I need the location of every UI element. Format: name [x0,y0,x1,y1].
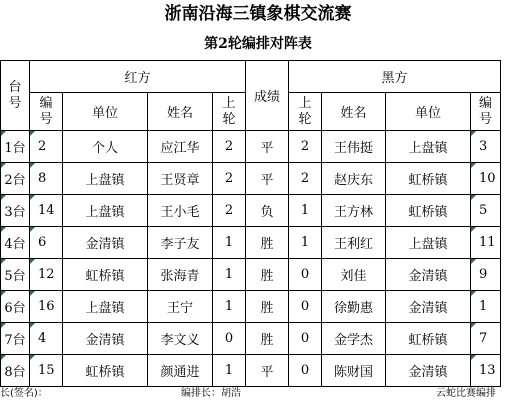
header-row-top [1,61,501,93]
cell-red-number [30,259,63,291]
cell-table-no-text: 2台 [4,173,26,188]
cell-red-prev-round-text: 2 [224,139,234,154]
cell-red-name [148,291,213,323]
table-row [1,291,501,323]
cell-black-name-text: 王方林 [333,205,373,220]
pairing-table [0,60,501,387]
cell-table-no [1,291,30,323]
cell-red-number-text: 6 [38,235,47,250]
cell-black-prev-round [289,259,322,291]
cell-red-number [30,323,63,355]
cell-result [246,227,289,259]
cell-red-number [30,163,63,195]
cell-red-name [148,163,213,195]
cell-black-unit-text: 虹桥镇 [408,173,448,188]
cell-table-no [1,323,30,355]
cell-red-unit [63,355,148,387]
cell-table-no-text: 7台 [4,333,26,348]
cell-result [246,195,289,227]
cell-result [246,259,289,291]
cell-red-prev-round [213,355,246,387]
header-black-name: 姓名 [322,93,386,131]
cell-black-unit-text: 金清镇 [408,301,448,316]
cell-marker-icon [1,227,6,232]
cell-black-unit [386,131,471,163]
cell-black-number [471,195,501,227]
cell-red-prev-round-text: 1 [224,267,234,282]
cell-red-number [30,291,63,323]
header-black-side: 黑方 [289,61,501,93]
cell-marker-icon [30,355,35,360]
cell-black-unit-text: 虹桥镇 [408,205,448,220]
cell-table-no [1,259,30,291]
cell-red-name-text: 王小毛 [160,205,200,220]
cell-black-unit-text: 上盘镇 [408,237,448,252]
cell-black-unit [386,163,471,195]
cell-red-name-text: 王贤章 [160,173,200,188]
cell-red-prev-round-text: 0 [224,331,234,346]
cell-marker-icon [1,163,6,168]
cell-table-no-text: 5台 [4,269,26,284]
cell-red-unit-text: 上盘镇 [85,205,125,220]
cell-marker-icon [471,131,476,136]
cell-red-unit [63,195,148,227]
cell-red-unit [63,131,148,163]
cell-black-name [322,291,386,323]
cell-red-unit [63,291,148,323]
cell-black-prev-round-text: 0 [300,267,310,282]
cell-red-prev-round [213,323,246,355]
cell-red-name-text: 李文义 [160,333,200,348]
cell-black-number-text: 10 [479,171,496,186]
footer-arbiter: 编排长：胡浩 [181,388,241,399]
cell-red-prev-round-text: 2 [224,203,234,218]
cell-table-no-text: 6台 [4,301,26,316]
header-red-side: 红方 [30,61,246,93]
cell-black-prev-round-text: 0 [300,363,310,378]
cell-black-number-text: 9 [479,267,488,282]
cell-result-text: 负 [260,205,274,220]
table-row [1,131,501,163]
cell-result-text: 胜 [260,301,274,316]
cell-black-unit [386,355,471,387]
cell-red-number-text: 8 [38,171,47,186]
cell-black-unit [386,259,471,291]
cell-black-prev-round [289,195,322,227]
cell-red-name [148,195,213,227]
cell-marker-icon [471,259,476,264]
cell-black-unit-text: 上盘镇 [408,141,448,156]
cell-black-number [471,323,501,355]
header-red-unit: 单位 [63,93,148,131]
table-row [1,259,501,291]
cell-red-prev-round [213,259,246,291]
footer-software: 云蛇比赛编排 [436,388,496,399]
cell-black-prev-round [289,291,322,323]
header-red-number: 编号 [30,93,63,131]
cell-red-name-text: 李子友 [160,237,200,252]
cell-black-unit-text: 虹桥镇 [408,333,448,348]
cell-black-unit [386,227,471,259]
cell-result [246,355,289,387]
cell-red-unit [63,323,148,355]
cell-black-prev-round-text: 1 [300,203,310,218]
cell-black-name-text: 刘佳 [340,269,367,284]
cell-marker-icon [1,131,6,136]
cell-table-no-text: 1台 [4,141,26,156]
table-row [1,195,501,227]
cell-result-text: 平 [260,173,274,188]
cell-red-name [148,259,213,291]
header-black-prev-round: 上轮 [289,93,322,131]
cell-red-prev-round [213,291,246,323]
cell-black-unit-text: 金清镇 [408,269,448,284]
cell-red-name [148,323,213,355]
cell-black-unit-text: 金清镇 [408,365,448,380]
cell-marker-icon [30,227,35,232]
cell-red-unit-text: 上盘镇 [85,301,125,316]
cell-black-unit [386,323,471,355]
cell-black-name [322,259,386,291]
header-result: 成绩 [246,61,289,131]
cell-marker-icon [471,355,476,360]
cell-result-text: 胜 [260,269,274,284]
cell-black-name-text: 徐勤惠 [333,301,373,316]
cell-black-name-text: 金学杰 [333,333,373,348]
cell-marker-icon [471,227,476,232]
cell-black-name-text: 王利红 [333,237,373,252]
cell-red-unit-text: 虹桥镇 [85,269,125,284]
cell-table-no-text: 3台 [4,205,26,220]
cell-black-number [471,131,501,163]
cell-black-number [471,355,501,387]
cell-marker-icon [1,323,6,328]
cell-red-unit-text: 金清镇 [85,333,125,348]
cell-red-name-text: 张海青 [160,269,200,284]
cell-table-no-text: 8台 [4,365,26,380]
cell-marker-icon [30,131,35,136]
cell-black-name-text: 王伟挺 [333,141,373,156]
cell-red-number [30,131,63,163]
header-table-no: 台号 [1,61,30,131]
cell-result [246,163,289,195]
cell-black-name [322,195,386,227]
cell-red-prev-round [213,227,246,259]
cell-black-prev-round [289,355,322,387]
header-red-name: 姓名 [148,93,213,131]
cell-black-number-text: 3 [479,139,488,154]
cell-table-no [1,227,30,259]
cell-red-number-text: 16 [38,299,55,314]
cell-red-name-text: 王宁 [166,301,193,316]
cell-black-name [322,323,386,355]
cell-result [246,291,289,323]
cell-black-prev-round-text: 2 [300,139,310,154]
cell-red-prev-round [213,131,246,163]
cell-black-number-text: 1 [479,299,488,314]
cell-result [246,323,289,355]
cell-black-number [471,259,501,291]
cell-red-number-text: 12 [38,267,55,282]
cell-black-name [322,131,386,163]
cell-red-number [30,227,63,259]
table-row [1,323,501,355]
cell-marker-icon [1,291,6,296]
cell-red-unit [63,259,148,291]
cell-red-number-text: 14 [38,203,55,218]
cell-table-no-text: 4台 [4,237,26,252]
footer-signature: 长(签名)： [0,388,48,399]
cell-black-number-text: 7 [479,331,488,346]
header-black-number: 编号 [471,93,501,131]
cell-marker-icon [30,291,35,296]
cell-table-no [1,355,30,387]
header-red-prev-round: 上轮 [213,93,246,131]
cell-red-name [148,355,213,387]
cell-marker-icon [1,355,6,360]
cell-marker-icon [471,323,476,328]
cell-red-prev-round-text: 1 [224,299,234,314]
header-black-unit: 单位 [386,93,471,131]
cell-black-prev-round-text: 0 [300,331,310,346]
cell-black-name-text: 陈财国 [333,365,373,380]
cell-black-prev-round-text: 2 [300,171,310,186]
cell-black-prev-round [289,131,322,163]
cell-black-number [471,227,501,259]
cell-marker-icon [30,323,35,328]
cell-marker-icon [471,163,476,168]
table-row [1,163,501,195]
page-title: 浙南沿海三镇象棋交流赛 [164,4,352,24]
cell-result-text: 平 [260,141,274,156]
cell-black-name [322,227,386,259]
cell-marker-icon [30,259,35,264]
cell-red-prev-round [213,195,246,227]
cell-black-prev-round-text: 0 [300,299,310,314]
cell-black-unit [386,195,471,227]
cell-result [246,131,289,163]
cell-black-name [322,163,386,195]
cell-black-prev-round-text: 1 [300,235,310,250]
cell-red-unit-text: 金清镇 [85,237,125,252]
cell-black-number-text: 11 [479,235,496,250]
cell-marker-icon [1,259,6,264]
cell-black-name-text: 赵庆东 [333,173,373,188]
cell-red-unit [63,227,148,259]
cell-red-unit [63,163,148,195]
cell-marker-icon [471,195,476,200]
cell-red-number [30,195,63,227]
cell-red-name [148,227,213,259]
cell-red-name-text: 颜通进 [160,365,200,380]
table-row [1,227,501,259]
cell-black-number-text: 5 [479,203,488,218]
cell-red-prev-round [213,163,246,195]
cell-black-prev-round [289,227,322,259]
cell-red-prev-round-text: 1 [224,235,234,250]
cell-black-number [471,163,501,195]
cell-black-prev-round [289,323,322,355]
cell-red-unit-text: 个人 [91,141,118,156]
cell-marker-icon [30,195,35,200]
cell-red-unit-text: 上盘镇 [85,173,125,188]
cell-table-no [1,195,30,227]
cell-red-number [30,355,63,387]
cell-marker-icon [471,291,476,296]
cell-red-unit-text: 虹桥镇 [85,365,125,380]
cell-table-no [1,163,30,195]
cell-marker-icon [30,163,35,168]
cell-table-no [1,131,30,163]
cell-red-number-text: 4 [38,331,47,346]
cell-red-name [148,131,213,163]
cell-result-text: 胜 [260,237,274,252]
cell-red-prev-round-text: 1 [224,363,234,378]
cell-black-number-text: 13 [479,363,496,378]
cell-black-prev-round [289,163,322,195]
cell-red-number-text: 15 [38,363,55,378]
cell-red-number-text: 2 [38,139,47,154]
cell-result-text: 胜 [260,333,274,348]
cell-result-text: 平 [260,365,274,380]
cell-black-number [471,291,501,323]
cell-black-name [322,355,386,387]
cell-black-unit [386,291,471,323]
cell-red-prev-round-text: 2 [224,171,234,186]
cell-marker-icon [1,195,6,200]
page-subtitle: 第2轮编排对阵表 [204,36,312,52]
cell-red-name-text: 应江华 [160,141,200,156]
table-row [1,355,501,387]
